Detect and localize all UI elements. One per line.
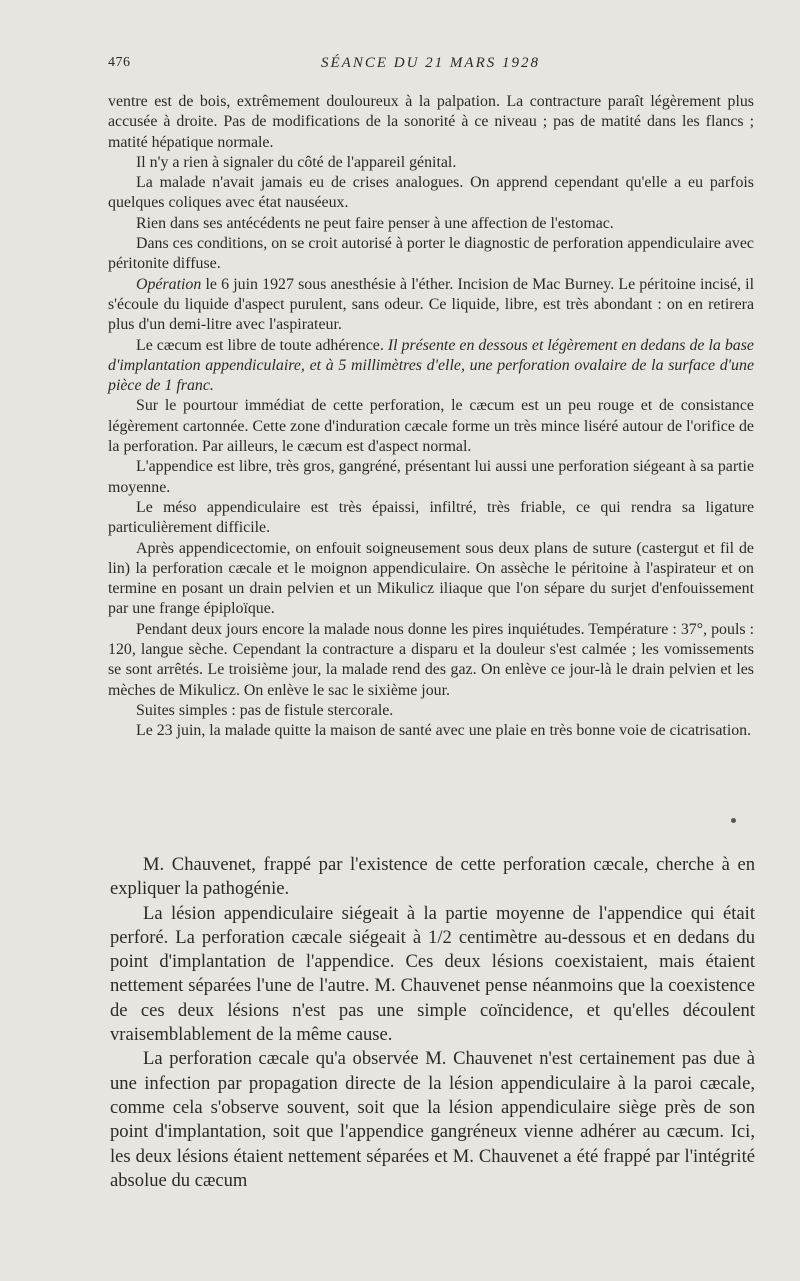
page-number: 476: [108, 55, 131, 70]
case-report: [108, 92, 754, 742]
case-paragraph: Le méso appendiculaire est très épaissi, infiltré, très friable, ce qui rendra sa ligature particulièrement difficile.: [108, 498, 754, 537]
cecum-italic-text: Il présente en dessous et légèrement en dedans de la base d'implantation appendiculaire, et à 5 millimètres d'elle, une perforation ovalaire de la surface d'une pièce de 1 franc.: [108, 336, 754, 395]
case-paragraph: Le 23 juin, la malade quitte la maison de santé avec une plaie en très bonne voie de cicatrisation.: [136, 722, 752, 740]
running-head: SÉANCE DU 21 MARS 1928: [321, 55, 540, 71]
case-paragraph: Pendant deux jours encore la malade nous donne les pires inquiétudes. Température : 37°, pouls : 120, langue sèche. Cependant la contracture a disparu et la douleur s'est calmée ; les vomissements se sont arrêtés. Le troisième jour, la malade rend des gaz. On enlève ce jour-là le drain pelvien et les mèches de Mikulicz. On enlève le sac le sixième jour.: [108, 620, 754, 699]
case-paragraph: Dans ces conditions, on se croit autorisé à porter le diagnostic de perforation appendiculaire avec péritonite diffuse.: [108, 235, 754, 273]
operation-text: le 6 juin 1927 sous anesthésie à l'éther. Incision de Mac Burney. Le péritoine incisé, il s'écoule du liquide d'aspect purulent, sans odeur. Ce liquide, libre, est très abondant : on en retirera plus d'un demi-litre avec l'aspirateur.: [108, 275, 754, 334]
case-paragraph: Il n'y a rien à signaler du côté de l'appareil génital.: [136, 153, 457, 171]
operation-label: Opération: [136, 275, 202, 293]
case-paragraph: La malade n'avait jamais eu de crises analogues. On apprend cependant qu'elle a eu parfois quelques coliques avec état nauséeux.: [108, 174, 754, 212]
discussion: [110, 853, 755, 1193]
discussion-paragraph: M. Chauvenet, frappé par l'existence de cette perforation cæcale, cherche à en expliquer la pathogénie.: [110, 854, 755, 900]
case-paragraph: Sur le pourtour immédiat de cette perforation, le cæcum est un peu rouge et de consistance légèrement cartonnée. Cette zone d'induration cæcale forme un très mince liséré autour de l'orifice de la perforation. Par ailleurs, le cæcum est d'aspect normal.: [108, 397, 754, 456]
page-header: [108, 55, 753, 77]
case-paragraph-cecum: [108, 336, 754, 397]
discussion-paragraph: La lésion appendiculaire siégeait à la partie moyenne de l'appendice qui était perforé. La perforation cæcale siégeait à 1/2 centimètre au-dessous et en dedans du point d'implantation de l'appendice. Ces deux lésions coexistaient, mais étaient nettement séparées l'une de l'autre. M. Chauvenet pense néanmoins que la coexistence de ces deux lésions n'est pas une simple coïncidence, et qu'elles découlent vraisemblablement de la même cause.: [110, 902, 755, 1046]
case-paragraph: Après appendicectomie, on enfouit soigneusement sous deux plans de suture (castergut et fil de lin) la perforation cæcale et le moignon appendiculaire. On assèche le péritoine à l'aspirateur et on termine en posant un drain pelvien et un Mikulicz iliaque que l'on sépare du surjet d'enfouissement par une frange épiploïque.: [108, 539, 754, 618]
separator-dot: [731, 818, 736, 823]
case-paragraph: ventre est de bois, extrêmement douloureux à la palpation. La contracture paraît légèrement plus accusée à droite. Pas de modifications de la sonorité à ce niveau ; pas de matité dans les flancs ; matité hépatique normale.: [108, 93, 754, 151]
case-paragraph: L'appendice est libre, très gros, gangréné, présentant lui aussi une perforation siégeant à sa partie moyenne.: [108, 458, 754, 496]
case-paragraph: Rien dans ses antécédents ne peut faire penser à une affection de l'estomac.: [136, 214, 614, 232]
case-paragraph-operation: [108, 275, 754, 336]
cecum-text: Le cæcum est libre de toute adhérence.: [136, 336, 388, 354]
case-paragraph: Suites simples : pas de fistule stercorale.: [136, 701, 394, 719]
discussion-paragraph: La perforation cæcale qu'a observée M. Chauvenet n'est certainement pas due à une infection par propagation directe de la lésion appendiculaire à la paroi cæcale, comme cela s'observe souvent, soit que la lésion appendiculaire siège près de son point d'implantation, soit que l'appendice gangréneux vienne adhérer au cæcum. Ici, les deux lésions étaient nettement séparées et M. Chauvenet a été frappé par l'intégrité absolue du cæcum: [110, 1048, 755, 1191]
